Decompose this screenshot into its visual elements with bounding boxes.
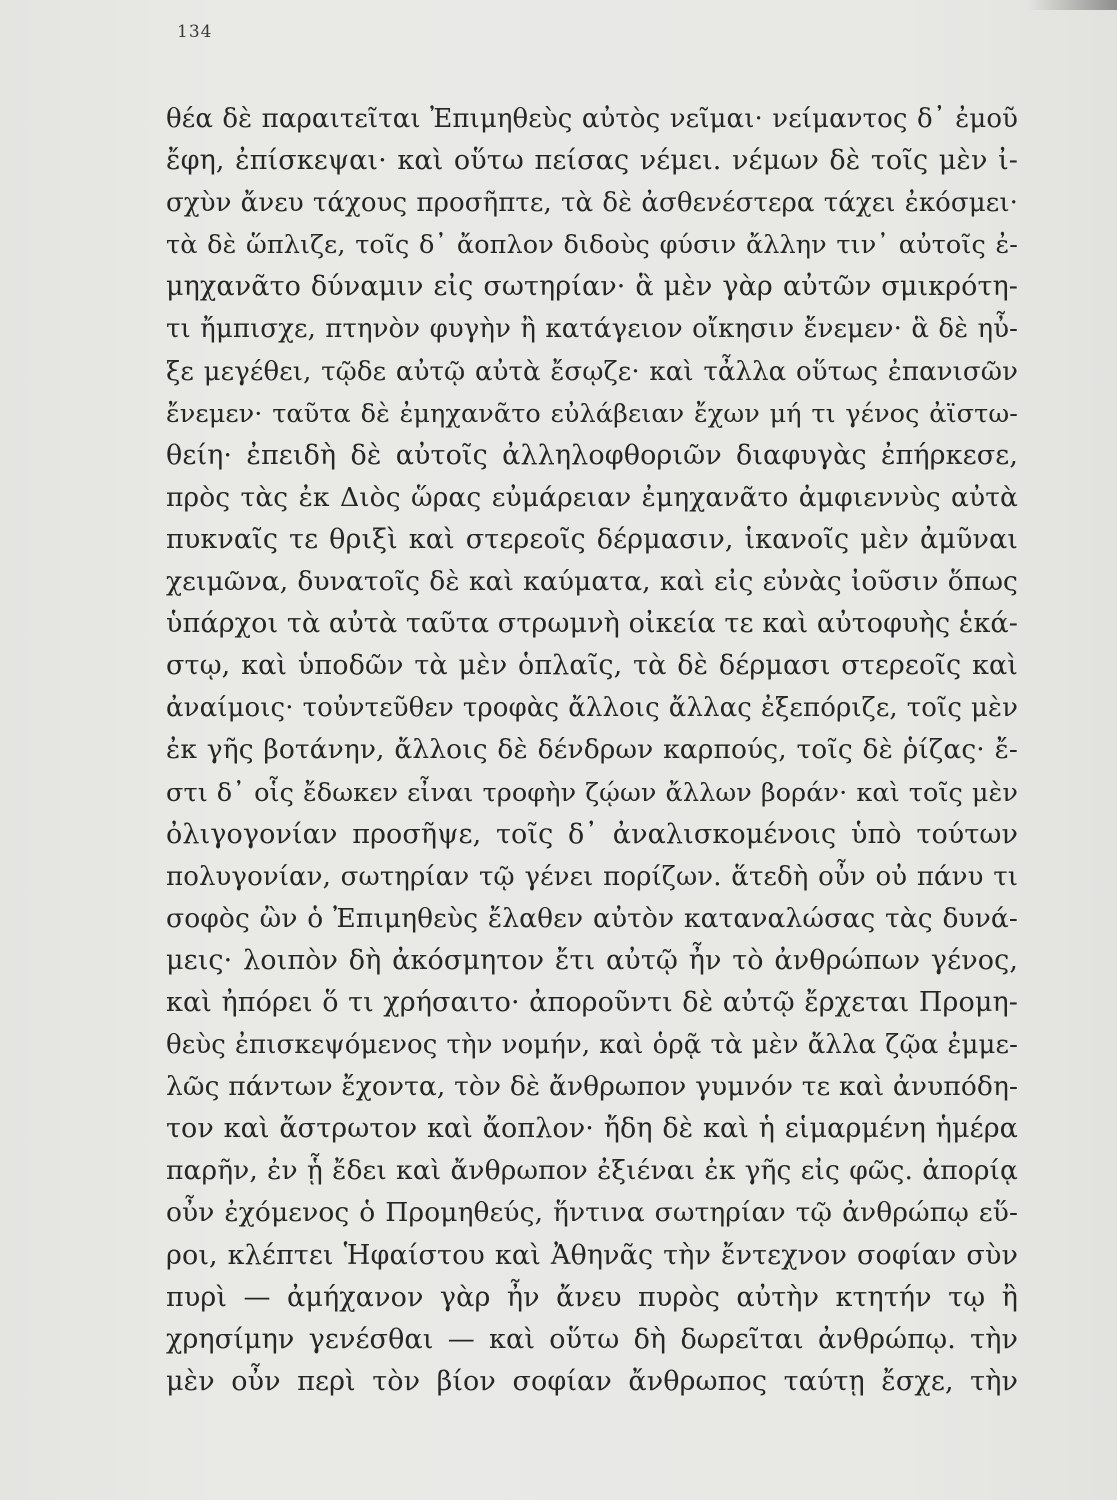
text-line: τι ἤμπισχε, πτηνὸν φυγὴν ἢ κατάγειον οἴκησιν ἔνεμεν· ἃ δὲ ηὖ-: [166, 314, 1018, 345]
text-line: ὀλιγογονίαν προσῆψε, τοῖς δ᾽ ἀναλισκομένοις ὑπὸ τούτων: [166, 818, 1018, 850]
text-line: λῶς πάντων ἔχοντα, τὸν δὲ ἄνθρωπον γυμνόν τε καὶ ἀνυπόδη-: [166, 1071, 1018, 1103]
text-line: τον καὶ ἄστρωτον καὶ ἄοπλον· ἤδη δὲ καὶ ἡ εἱμαρμένη ἡμέρα: [166, 1113, 1018, 1145]
text-line: πυρὶ — ἀμήχανον γὰρ ἦν ἄνευ πυρὸς αὐτὴν κτητήν τῳ ἢ: [166, 1281, 1018, 1313]
text-line: ἔνεμεν· ταῦτα δὲ ἐμηχανᾶτο εὐλάβειαν ἔχων μή τι γένος ἀϊστω-: [166, 398, 1018, 429]
text-line: χρησίμην γενέσθαι — καὶ οὕτω δὴ δωρεῖται ἀνθρώπῳ. τὴν: [166, 1323, 1018, 1355]
text-line: πολυγονίαν, σωτηρίαν τῷ γένει πορίζων. ἅτεδὴ οὖν οὐ πάνυ τι: [166, 861, 1018, 892]
text-line: μεις· λοιπὸν δὴ ἀκόσμητον ἔτι αὐτῷ ἦν τὸ ἀνθρώπων γένος,: [166, 944, 1018, 976]
page-number: 134: [177, 22, 213, 42]
text-line: θείη· ἐπειδὴ δὲ αὐτοῖς ἀλληλοφθοριῶν διαφυγὰς ἐπήρκεσε,: [166, 439, 1018, 471]
text-line: ροι, κλέπτει Ἡφαίστου καὶ Ἀθηνᾶς τὴν ἔντεχνον σοφίαν σὺν: [166, 1239, 1018, 1271]
text-line: τὰ δὲ ὥπλιζε, τοῖς δ᾽ ἄοπλον διδοὺς φύσιν ἄλλην τιν᾽ αὐτοῖς ἐ-: [166, 230, 1018, 261]
text-line: σχὺν ἄνευ τάχους προσῆπτε, τὰ δὲ ἀσθενέστερα τάχει ἐκόσμει·: [166, 188, 1018, 219]
text-line: στι δ᾽ οἷς ἔδωκεν εἶναι τροφὴν ζῴων ἄλλων βοράν· καὶ τοῖς μὲν: [166, 777, 1018, 808]
text-line: οὖν ἐχόμενος ὁ Προμηθεύς, ἥντινα σωτηρίαν τῷ ἀνθρώπῳ εὕ-: [166, 1197, 1018, 1229]
text-line: καὶ ἠπόρει ὅ τι χρήσαιτο· ἀποροῦντι δὲ αὐτῷ ἔρχεται Προμη-: [166, 986, 1018, 1018]
text-line: σοφὸς ὢν ὁ Ἐπιμηθεὺς ἔλαθεν αὐτὸν καταναλώσας τὰς δυνά-: [166, 902, 1018, 934]
text-line: πρὸς τὰς ἐκ Διὸς ὥρας εὐμάρειαν ἐμηχανᾶτο ἀμφιεννὺς αὐτὰ: [166, 481, 1018, 513]
greek-text-block: [166, 98, 1018, 1403]
text-line: στῳ, καὶ ὑποδῶν τὰ μὲν ὁπλαῖς, τὰ δὲ δέρμασι στερεοῖς καὶ: [166, 650, 1018, 682]
text-line: χειμῶνα, δυνατοῖς δὲ καὶ καύματα, καὶ εἰς εὐνὰς ἰοῦσιν ὅπως: [166, 566, 1018, 598]
text-line: θεὺς ἐπισκεψόμενος τὴν νομήν, καὶ ὁρᾷ τὰ μὲν ἄλλα ζῷα ἐμμε-: [166, 1030, 1018, 1061]
text-line: ἔφη, ἐπίσκεψαι· καὶ οὕτω πείσας νέμει. νέμων δὲ τοῖς μὲν ἰ-: [166, 145, 1018, 177]
text-line: ἐκ γῆς βοτάνην, ἄλλοις δὲ δένδρων καρπούς, τοῖς δὲ ῥίζας· ἔ-: [166, 734, 1018, 766]
text-line: θέα δὲ παραιτεῖται Ἐπιμηθεὺς αὐτὸς νεῖμαι· νείμαντος δ᾽ ἐμοῦ: [166, 104, 1018, 134]
scan-edge-shadow: [1027, 0, 1117, 10]
text-line: ξε μεγέθει, τῷδε αὐτῷ αὐτὰ ἔσῳζε· καὶ τἆλλα οὕτως ἐπανισῶν: [166, 356, 1018, 387]
text-line: ἀναίμοις· τοὐντεῦθεν τροφὰς ἄλλοις ἄλλας ἐξεπόριζε, τοῖς μὲν: [166, 693, 1018, 724]
text-line: μὲν οὖν περὶ τὸν βίον σοφίαν ἄνθρωπος ταύτῃ ἔσχε, τὴν: [166, 1365, 1018, 1397]
text-line: παρῆν, ἐν ᾗ ἔδει καὶ ἄνθρωπον ἐξιέναι ἐκ γῆς εἰς φῶς. ἀπορίᾳ: [166, 1155, 1018, 1187]
text-line: πυκναῖς τε θριξὶ καὶ στερεοῖς δέρμασιν, ἱκανοῖς μὲν ἀμῦναι: [166, 523, 1018, 555]
text-line: μηχανᾶτο δύναμιν εἰς σωτηρίαν· ἃ μὲν γὰρ αὐτῶν σμικρότη-: [166, 271, 1018, 303]
text-line: ὑπάρχοι τὰ αὐτὰ ταῦτα στρωμνὴ οἰκεία τε καὶ αὐτοφυὴς ἑκά-: [166, 608, 1018, 640]
